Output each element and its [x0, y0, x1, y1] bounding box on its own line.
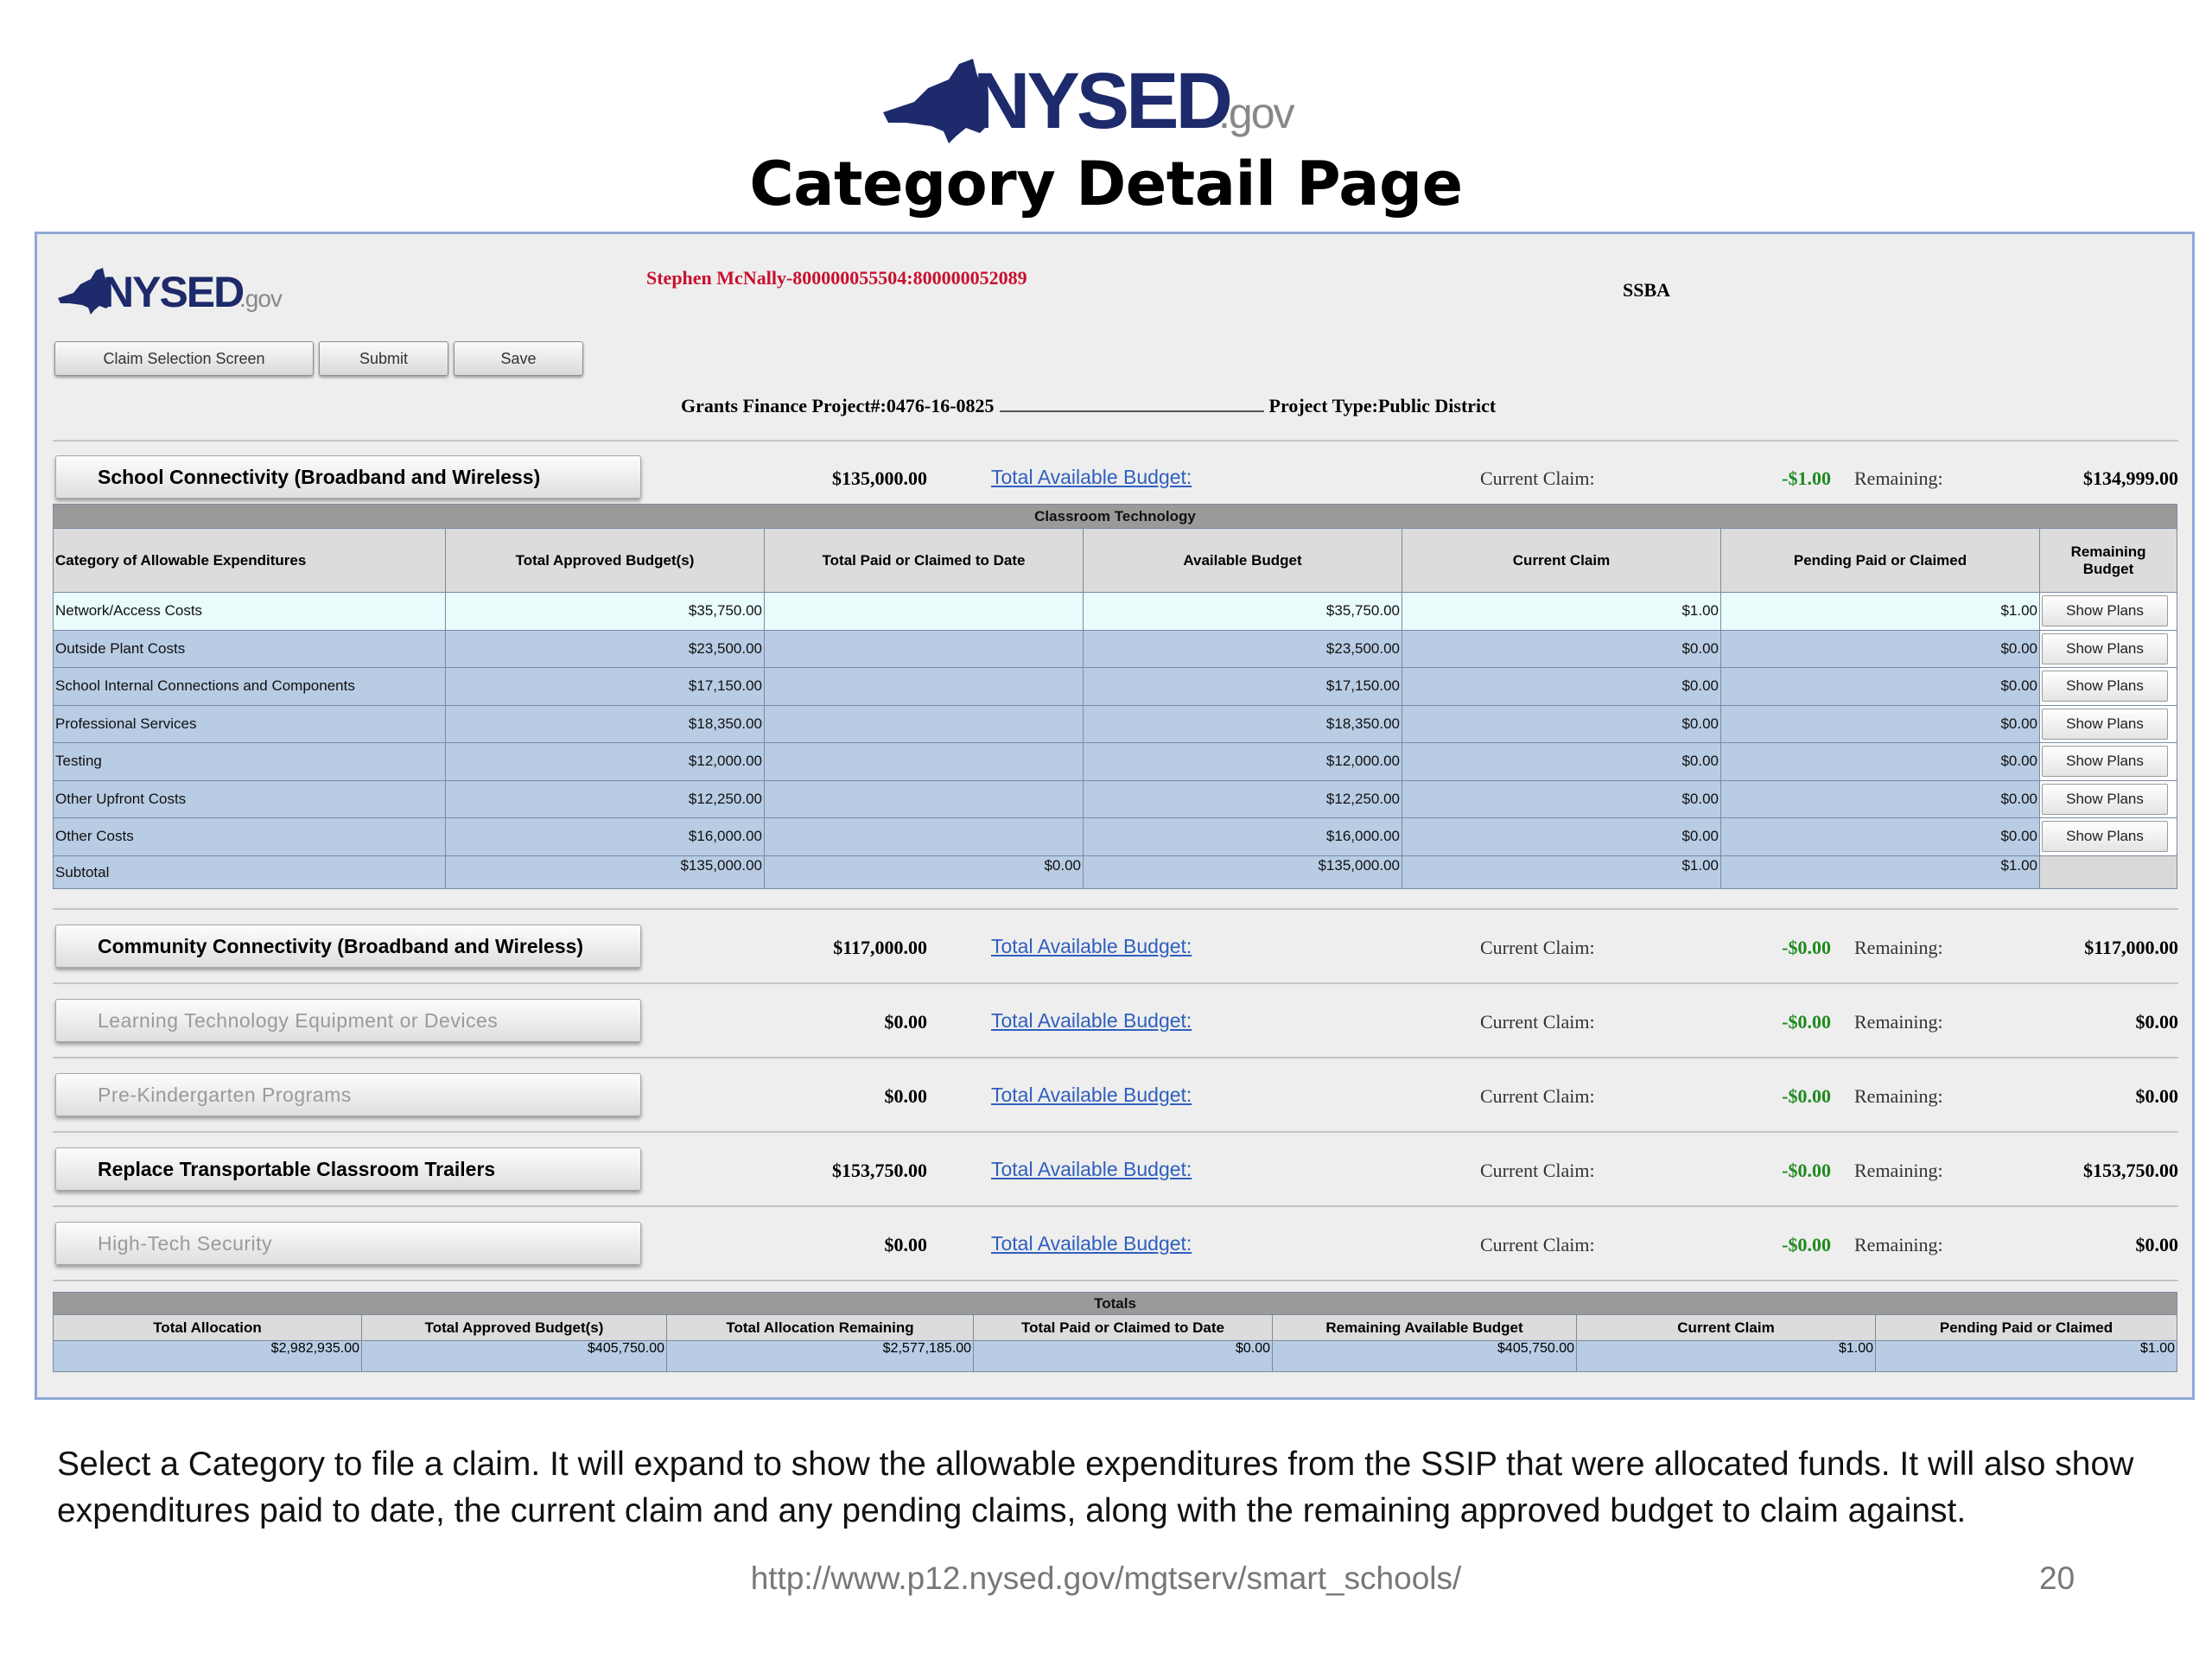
remaining-value: $153,750.00 [2083, 1160, 2178, 1181]
table-row [54, 593, 2177, 631]
expenditure-name: Network/Access Costs [54, 593, 446, 631]
category-row [53, 923, 2178, 971]
show-plans-button[interactable]: Show Plans [2042, 784, 2168, 815]
divider [53, 440, 2178, 442]
column-header: Total Paid or Claimed to Date [765, 529, 1084, 593]
category-button[interactable]: Learning Technology Equipment or Devices [55, 999, 641, 1042]
divider [53, 982, 2178, 984]
current-claim: $0.00 [1402, 668, 1721, 706]
current-claim-value: -$0.00 [1782, 937, 1831, 958]
column-header: Total Approved Budget(s) [446, 529, 765, 593]
category-budget: $0.00 [884, 1011, 927, 1033]
column-header: Remaining Available Budget [1273, 1315, 1577, 1341]
save-button[interactable]: Save [454, 341, 583, 376]
approved-budget: $18,350.00 [446, 705, 765, 743]
remaining-label: Remaining: [1854, 937, 1943, 958]
show-plans-button[interactable]: Show Plans [2042, 746, 2168, 777]
expenditure-name: Professional Services [54, 705, 446, 743]
slide-logo-suffix: .gov [1218, 89, 1294, 137]
divider [53, 908, 2178, 910]
column-header: Pending Paid or Claimed [1876, 1315, 2177, 1341]
current-claim-value: -$1.00 [1782, 467, 1831, 489]
table-row [54, 818, 2177, 856]
table-row [54, 743, 2177, 781]
subtotal-label: Subtotal [54, 855, 446, 888]
category-row [53, 1071, 2178, 1120]
remaining-budget-cell [2040, 593, 2177, 631]
current-claim: $0.00 [1402, 630, 1721, 668]
current-claim-label: Current Claim: [1480, 467, 1595, 489]
paid-to-date [765, 593, 1084, 631]
available-budget: $12,000.00 [1084, 743, 1402, 781]
remaining-value: $0.00 [2135, 1011, 2178, 1033]
total-available-budget-link[interactable]: Total Available Budget: [991, 1009, 1192, 1032]
project-type: Project Type:Public District [1268, 395, 1497, 416]
current-claim-label: Current Claim: [1480, 1160, 1595, 1181]
current-claim-value: -$0.00 [1782, 1011, 1831, 1033]
expenditure-name: School Internal Connections and Components [54, 668, 446, 706]
available-budget: $16,000.00 [1084, 818, 1402, 856]
current-claim-value: -$0.00 [1782, 1234, 1831, 1255]
remaining-label: Remaining: [1854, 467, 1943, 489]
total-approved-budget: $405,750.00 [362, 1341, 667, 1372]
column-header: Pending Paid or Claimed [1721, 529, 2040, 593]
totals-title: Totals [54, 1293, 2177, 1315]
source-url: http://www.p12.nysed.gov/mgtserv/smart_schools/ [750, 1560, 1462, 1596]
subtotal-pending: $1.00 [1721, 855, 2040, 888]
expenditure-name: Other Costs [54, 818, 446, 856]
approved-budget: $35,750.00 [446, 593, 765, 631]
slide-nysed-logo [880, 54, 1331, 149]
total-current-claim: $1.00 [1577, 1341, 1876, 1372]
column-header: Current Claim [1577, 1315, 1876, 1341]
section-title: Classroom Technology [54, 505, 2177, 529]
current-claim: $0.00 [1402, 780, 1721, 818]
app-logo-suffix: .gov [239, 285, 282, 312]
app-logo-text: NYSED [103, 268, 244, 316]
project-divider [1000, 397, 1264, 412]
column-header: Total Allocation Remaining [667, 1315, 974, 1341]
total-paid-to-date: $0.00 [974, 1341, 1273, 1372]
divider [53, 1280, 2178, 1281]
current-claim-label: Current Claim: [1480, 1011, 1595, 1033]
project-number: Grants Finance Project#:0476-16-0825 [681, 395, 995, 416]
pending-claimed: $1.00 [1721, 593, 2040, 631]
category-row [53, 1146, 2178, 1194]
approved-budget: $17,150.00 [446, 668, 765, 706]
remaining-budget-cell [2040, 668, 2177, 706]
available-budget: $17,150.00 [1084, 668, 1402, 706]
current-claim-label: Current Claim: [1480, 937, 1595, 958]
current-claim-value: -$0.00 [1782, 1160, 1831, 1181]
pending-claimed: $0.00 [1721, 705, 2040, 743]
ny-state-icon [880, 54, 1331, 149]
available-budget: $18,350.00 [1084, 705, 1402, 743]
remaining-budget-cell [2040, 630, 2177, 668]
current-claim: $0.00 [1402, 743, 1721, 781]
table-row [54, 705, 2177, 743]
claim-selection-button[interactable]: Claim Selection Screen [54, 341, 314, 376]
remaining-budget-cell [2040, 743, 2177, 781]
project-info [681, 395, 1496, 417]
column-header: Remaining Budget [2040, 529, 2177, 593]
divider [53, 1131, 2178, 1133]
subtotal-paid: $0.00 [765, 855, 1084, 888]
table-row [54, 780, 2177, 818]
show-plans-button[interactable]: Show Plans [2042, 671, 2168, 702]
total-available-budget-link[interactable]: Total Available Budget: [991, 1232, 1192, 1255]
column-header: Available Budget [1084, 529, 1402, 593]
column-header: Current Claim [1402, 529, 1721, 593]
slide-title: Category Detail Page [749, 149, 1463, 219]
program-name: SSBA [1623, 279, 1671, 301]
subtotal-claim: $1.00 [1402, 855, 1721, 888]
column-header: Total Paid or Claimed to Date [974, 1315, 1273, 1341]
total-allocation-remaining: $2,577,185.00 [667, 1341, 974, 1372]
slide-logo-text: NYSED [973, 57, 1230, 145]
show-plans-button[interactable]: Show Plans [2042, 709, 2168, 740]
table-row [54, 668, 2177, 706]
table-row [54, 630, 2177, 668]
show-plans-button[interactable]: Show Plans [2042, 633, 2168, 664]
category-budget: $117,000.00 [833, 937, 927, 958]
app-window [35, 232, 2195, 1400]
pending-claimed: $0.00 [1721, 818, 2040, 856]
current-claim: $0.00 [1402, 705, 1721, 743]
paid-to-date [765, 780, 1084, 818]
subtotal-remaining-cell [2040, 855, 2177, 888]
remaining-value: $0.00 [2135, 1234, 2178, 1255]
submit-button[interactable]: Submit [319, 341, 448, 376]
category-budget: $153,750.00 [832, 1160, 927, 1181]
approved-budget: $12,250.00 [446, 780, 765, 818]
expenditures-table [53, 504, 2177, 889]
remaining-available-budget: $405,750.00 [1273, 1341, 1577, 1372]
current-claim: $1.00 [1402, 593, 1721, 631]
divider [53, 1205, 2178, 1207]
available-budget: $35,750.00 [1084, 593, 1402, 631]
paid-to-date [765, 743, 1084, 781]
subtotal-approved: $135,000.00 [446, 855, 765, 888]
category-row [53, 454, 2178, 502]
remaining-value: $117,000.00 [2084, 937, 2178, 958]
expenditure-name: Testing [54, 743, 446, 781]
paid-to-date [765, 818, 1084, 856]
subtotal-row [54, 855, 2177, 888]
show-plans-button[interactable]: Show Plans [2042, 821, 2168, 852]
pending-claimed: $0.00 [1721, 630, 2040, 668]
paid-to-date [765, 630, 1084, 668]
remaining-budget-cell [2040, 818, 2177, 856]
remaining-value: $134,999.00 [2083, 467, 2178, 489]
total-available-budget-link[interactable]: Total Available Budget: [991, 1158, 1192, 1180]
category-button[interactable]: Replace Transportable Classroom Trailers [55, 1147, 641, 1191]
approved-budget: $12,000.00 [446, 743, 765, 781]
category-budget: $0.00 [884, 1085, 927, 1107]
ny-state-icon [56, 265, 307, 317]
category-budget: $0.00 [884, 1234, 927, 1255]
column-header: Total Allocation [54, 1315, 362, 1341]
divider [53, 1057, 2178, 1058]
paid-to-date [765, 705, 1084, 743]
category-row [53, 997, 2178, 1046]
column-header: Category of Allowable Expenditures [54, 529, 446, 593]
slide-caption: Select a Category to file a claim. It will expand to show the allowable expenditures from the SSIP that were allocated funds. It will also show expenditures paid to date, the current claim and any pending claims, along with the remaining approved budget to claim against. [57, 1446, 2134, 1529]
current-claim-label: Current Claim: [1480, 1234, 1595, 1255]
pending-claimed: $0.00 [1721, 780, 2040, 818]
approved-budget: $23,500.00 [446, 630, 765, 668]
expenditure-name: Other Upfront Costs [54, 780, 446, 818]
category-row [53, 1220, 2178, 1268]
column-header: Total Approved Budget(s) [362, 1315, 667, 1341]
total-available-budget-link[interactable]: Total Available Budget: [991, 1084, 1192, 1106]
current-claim-label: Current Claim: [1480, 1085, 1595, 1107]
remaining-label: Remaining: [1854, 1160, 1943, 1181]
remaining-label: Remaining: [1854, 1234, 1943, 1255]
total-pending-claimed: $1.00 [1876, 1341, 2177, 1372]
total-available-budget-link[interactable]: Total Available Budget: [991, 935, 1192, 957]
paid-to-date [765, 668, 1084, 706]
current-claim: $0.00 [1402, 818, 1721, 856]
category-button[interactable]: Community Connectivity (Broadband and Wireless) [55, 925, 641, 968]
expenditure-name: Outside Plant Costs [54, 630, 446, 668]
remaining-label: Remaining: [1854, 1011, 1943, 1033]
show-plans-button[interactable]: Show Plans [2042, 595, 2168, 626]
approved-budget: $16,000.00 [446, 818, 765, 856]
page-number: 20 [2039, 1560, 2075, 1596]
remaining-budget-cell [2040, 705, 2177, 743]
total-allocation: $2,982,935.00 [54, 1341, 362, 1372]
totals-row [54, 1341, 2177, 1372]
user-id: Stephen McNally-800000055504:800000052089 [646, 267, 1027, 289]
pending-claimed: $0.00 [1721, 743, 2040, 781]
category-budget: $135,000.00 [832, 467, 927, 489]
available-budget: $12,250.00 [1084, 780, 1402, 818]
category-button[interactable]: High-Tech Security [55, 1222, 641, 1265]
total-available-budget-link[interactable]: Total Available Budget: [991, 466, 1192, 488]
pending-claimed: $0.00 [1721, 668, 2040, 706]
remaining-value: $0.00 [2135, 1085, 2178, 1107]
category-button[interactable]: Pre-Kindergarten Programs [55, 1073, 641, 1116]
category-button[interactable]: School Connectivity (Broadband and Wireless) [55, 455, 641, 499]
subtotal-available: $135,000.00 [1084, 855, 1402, 888]
available-budget: $23,500.00 [1084, 630, 1402, 668]
totals-table [53, 1292, 2177, 1372]
remaining-label: Remaining: [1854, 1085, 1943, 1107]
current-claim-value: -$0.00 [1782, 1085, 1831, 1107]
app-nysed-logo [56, 265, 307, 317]
remaining-budget-cell [2040, 780, 2177, 818]
